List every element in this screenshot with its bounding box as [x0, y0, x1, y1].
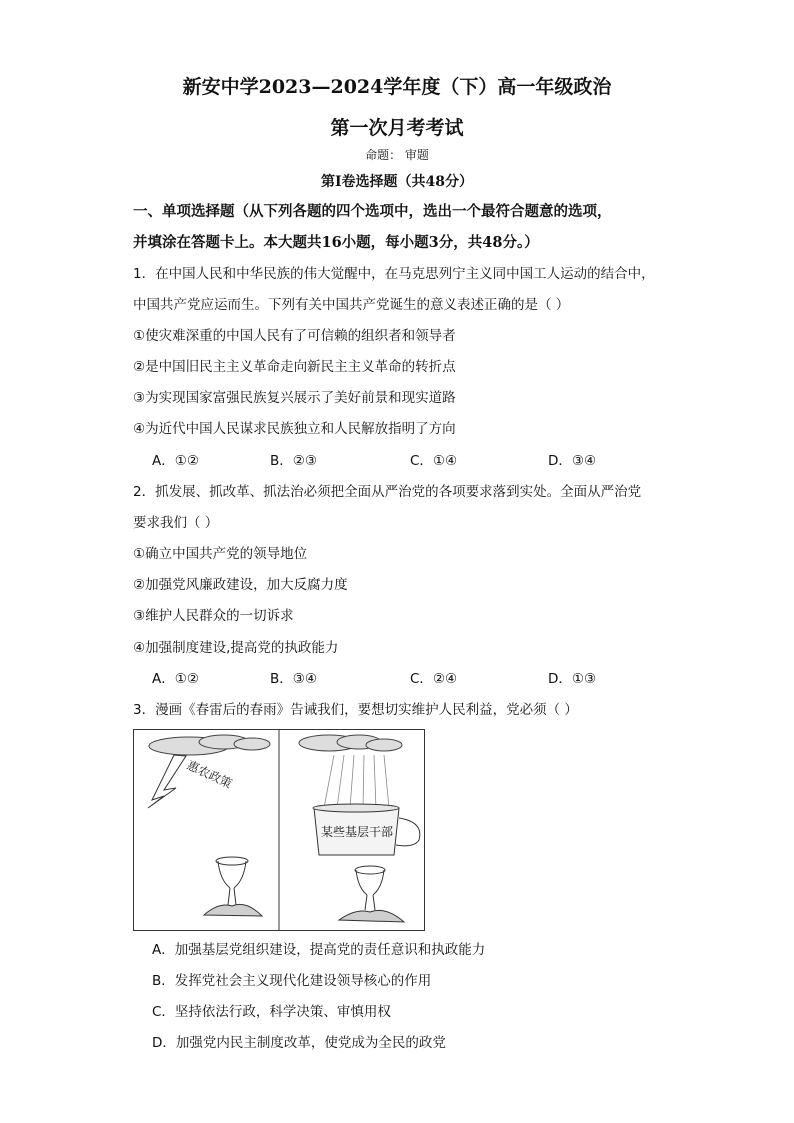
q2-item-3: ③维护人民群众的一切诉求	[133, 608, 294, 624]
q1-option-a[interactable]: A．①②	[152, 453, 199, 469]
q1-option-d[interactable]: D．③④	[548, 453, 597, 469]
q2-option-a[interactable]: A．①②	[152, 671, 199, 687]
q2-option-b[interactable]: B．③④	[270, 671, 317, 687]
byline: 命题： 审题	[365, 148, 429, 162]
q3-option-a[interactable]: A．加强基层党组织建设，提高党的责任意识和执政能力	[152, 942, 486, 958]
q2-stem-line1: 2．抓发展、抓改革、抓法治必须把全面从严治党的各项要求落到实处。全面从严治党	[133, 484, 642, 500]
q2-option-c[interactable]: C．②④	[410, 671, 458, 687]
q3-stem-line1: 3．漫画《春雷后的春雨》告诫我们，要想切实维护人民利益，党必须（ ）	[133, 702, 578, 718]
q1-item-2: ②是中国旧民主主义革命走向新民主主义革命的转折点	[133, 359, 456, 375]
q1-item-4: ④为近代中国人民谋求民族独立和人民解放指明了方向	[133, 421, 456, 437]
right-cloud	[299, 735, 402, 751]
q3-option-c[interactable]: C．坚持依法行政，科学决策、审慎用权	[152, 1004, 391, 1020]
right-panel-text: 某些基层干部	[321, 825, 394, 839]
lightning-bolt	[148, 755, 186, 808]
instructions-line1: 一、单项选择题（从下列各题的四个选项中，选出一个最符合题意的选项，	[133, 203, 612, 220]
instructions-line2: 并填涂在答题卡上。本大题共16小题，每小题3分，共48分。）	[133, 234, 539, 251]
cartoon-image	[133, 729, 425, 931]
q1-option-c[interactable]: C．①④	[410, 453, 458, 469]
right-cup	[339, 866, 404, 922]
q1-stem-line2: 中国共产党应运而生。下列有关中国共产党诞生的意义表述正确的是（ ）	[133, 297, 570, 313]
cartoon-drawing	[134, 730, 424, 930]
exam-title-line1: 新安中学2023—2024学年度（下）高一年级政治	[182, 76, 612, 98]
exam-title-line2: 第一次月考考试	[330, 117, 464, 139]
q3-option-d[interactable]: D．加强党内民主制度改革，使党成为全民的政党	[152, 1035, 446, 1051]
q1-stem-line1: 1．在中国人民和中华民族的伟大觉醒中，在马克思列宁主义同中国工人运动的结合中，	[133, 266, 655, 282]
left-panel-text: 惠农政策	[184, 758, 235, 792]
q1-item-1: ①使灾难深重的中国人民有了可信赖的组织者和领导者	[133, 328, 456, 344]
q2-stem-line2: 要求我们（ ）	[133, 515, 219, 531]
left-cup	[204, 857, 262, 916]
q2-item-2: ②加强党风廉政建设，加大反腐力度	[133, 577, 348, 593]
q2-item-4: ④加强制度建设,提高党的执政能力	[133, 640, 339, 656]
left-cloud	[149, 735, 270, 755]
q2-item-1: ①确立中国共产党的领导地位	[133, 546, 308, 562]
q1-item-3: ③为实现国家富强民族复兴展示了美好前景和现实道路	[133, 390, 456, 406]
rain	[324, 755, 389, 808]
q3-option-b[interactable]: B．发挥党社会主义现代化建设领导核心的作用	[152, 973, 432, 989]
section-title: 第I卷选择题（共48分）	[320, 174, 474, 190]
q1-option-b[interactable]: B．②③	[270, 453, 317, 469]
q2-option-d[interactable]: D．①③	[548, 671, 597, 687]
